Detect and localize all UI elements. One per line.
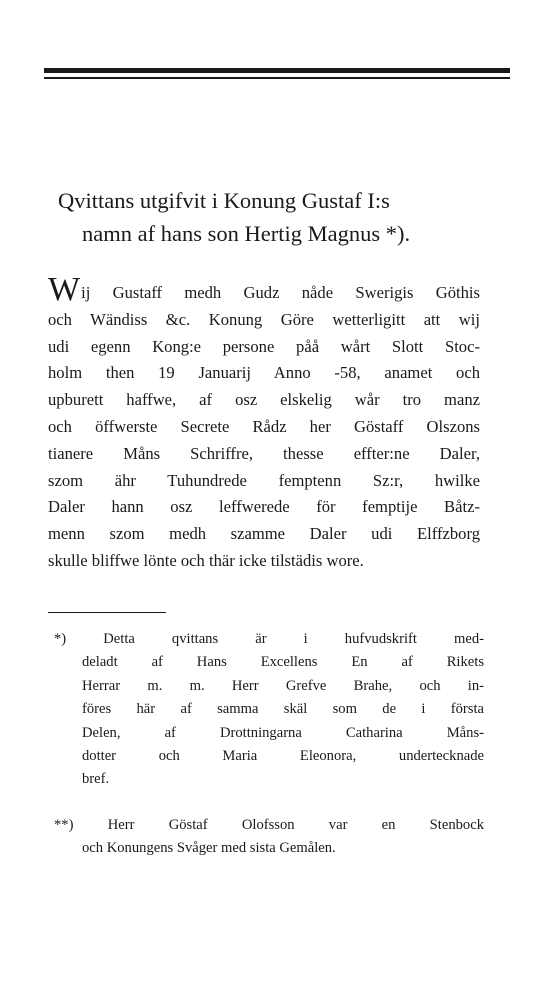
footnote-1-line-2: deladt af Hans Excellens En af Rikets <box>82 654 484 671</box>
footnote-1-line-1-text: Detta qvittans är i hufvudskrift med- <box>103 631 484 647</box>
body-line-4: holm then 19 Januarij Anno -58, anamet och <box>48 363 480 383</box>
footnote-1-line-3: Herrar m. m. Herr Grefve Brahe, och in- <box>82 677 484 694</box>
body-line-10: menn szom medh szamme Daler udi Elffzborg <box>48 524 480 544</box>
footnote-1 <box>48 628 484 792</box>
title-line-1: Qvittans utgifvit i Konung Gustaf I:s <box>58 188 390 213</box>
title-line-2: namn af hans son Hertig Magnus *). <box>82 221 411 246</box>
body-line-3: udi egenn Kong:e persone påå wårt Slott Stoc- <box>48 336 480 356</box>
footnote-1-line-1 <box>48 628 484 651</box>
footnote-2-line-2: och Konungens Svåger med sista Gemålen. <box>82 840 336 857</box>
footnote-separator <box>48 612 166 613</box>
footnote-1-line-4: föres här af samma skäl som de i första <box>82 701 484 718</box>
footnote-1-line-5: Delen, af Drottningarna Catharina Måns- <box>82 724 484 741</box>
body-line-11: skulle bliffwe lönte och thär icke tilstädis wore. <box>48 550 364 570</box>
footnote-2-line-1-text: Herr Göstaf Olofsson var en Stenbock <box>107 817 484 833</box>
body-line-6: och öffwerste Secrete Rådz her Göstaff Olszons <box>48 416 480 436</box>
footnote-2-line-1 <box>48 814 484 837</box>
body-line-5: upburett haffwe, af osz elskelig wår tro manz <box>48 390 480 410</box>
footnote-1-line-7: bref. <box>82 771 110 788</box>
footnote-2-marker: **) <box>54 817 74 833</box>
header-rule-thick <box>44 68 510 73</box>
body-line-1 <box>48 271 480 308</box>
body-paragraph <box>48 271 480 575</box>
footnote-1-marker: *) <box>54 631 67 647</box>
footnote-2 <box>48 814 484 861</box>
header-rule-thin <box>44 77 510 79</box>
body-line-7: tianere Måns Schriffre, thesse effter:ne Daler, <box>48 443 480 463</box>
body-line-1-text: ij Gustaff medh Gudz nåde Swerigis Göthis <box>81 283 480 302</box>
body-line-2: och Wändiss &c. Konung Göre wetterligitt att wij <box>48 309 480 329</box>
footnote-1-line-6: dotter och Maria Eleonora, undertecknade <box>82 748 484 765</box>
page-title <box>0 184 560 250</box>
body-line-9: Daler hann osz leffwerede för femptije Båtz- <box>48 497 480 517</box>
drop-cap: W <box>48 271 81 308</box>
body-line-8: szom ähr Tuhundrede femptenn Sz:r, hwilke <box>48 470 480 490</box>
